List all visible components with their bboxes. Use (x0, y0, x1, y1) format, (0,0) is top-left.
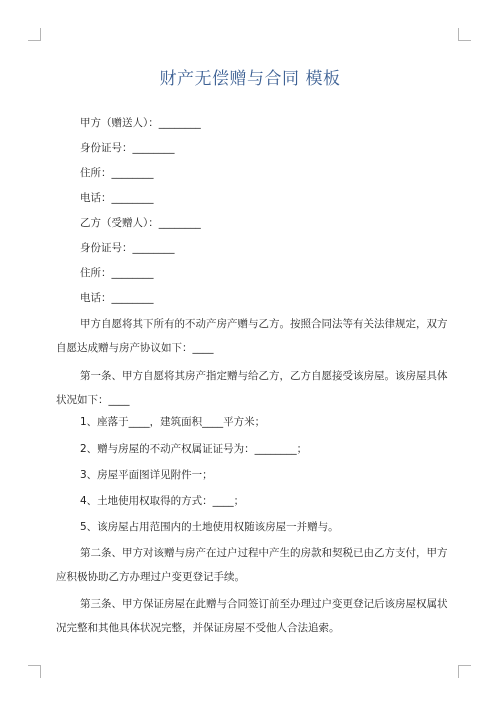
intro-line-2: 自愿达成赠与房产协议如下：____ (56, 342, 214, 354)
crop-mark-bottom-left (28, 665, 41, 678)
crop-mark-top-right (458, 28, 471, 41)
document-title: 财产无偿赠与合同 模板 (159, 69, 341, 89)
party-a-name-field: 甲方（赠送人）：________ (80, 117, 201, 129)
article-1-paragraph (56, 369, 448, 407)
article-2-line-1: 第二条、甲方对该赠与房产在过户过程中产生的房款和契税已由乙方支付，甲方 (80, 547, 448, 559)
party-a-id-field: 身份证号：________ (80, 142, 175, 154)
list-item: 4、土地使用权取得的方式：____； (80, 495, 245, 507)
party-b-phone-field: 电话：________ (80, 292, 154, 304)
list-item: 1、座落于____，建筑面积____平方米； (80, 416, 266, 428)
intro-line-1: 甲方自愿将其下所有的不动产房产赠与乙方。按照合同法等有关法律规定，双方 (80, 318, 448, 330)
party-b-address-field: 住所：________ (80, 267, 154, 279)
party-b-id-field: 身份证号：________ (80, 242, 175, 254)
article-3-line-1: 第三条、甲方保证房屋在此赠与合同签订前至办理过户变更登记后该房屋权属状 (80, 598, 448, 610)
list-item: 2、赠与房屋的不动产权属证证号为：________； (80, 443, 308, 455)
party-a-phone-field: 电话：________ (80, 192, 154, 204)
article-3-paragraph (56, 597, 448, 635)
crop-mark-bottom-right (458, 665, 471, 678)
crop-mark-top-left (28, 28, 41, 41)
party-b-name-field: 乙方（受赠人）：________ (80, 217, 201, 229)
article-3-line-2: 况完整和其他具体状况完整，并保证房屋不受他人合法追索。 (56, 622, 340, 634)
list-item: 3、房屋平面图详见附件一； (80, 469, 213, 481)
article-1-line-1: 第一条、甲方自愿将其房产指定赠与给乙方，乙方自愿接受该房屋。该房屋具体 (80, 370, 448, 382)
party-a-address-field: 住所：________ (80, 167, 154, 179)
article-2-paragraph (56, 546, 448, 584)
list-item: 5、该房屋占用范围内的土地使用权随该房屋一并赠与。 (80, 521, 339, 533)
intro-paragraph (56, 317, 448, 355)
article-2-line-2: 应积极协助乙方办理过户变更登记手续。 (56, 571, 245, 583)
article-1-line-2: 状况如下：____ (56, 394, 130, 406)
